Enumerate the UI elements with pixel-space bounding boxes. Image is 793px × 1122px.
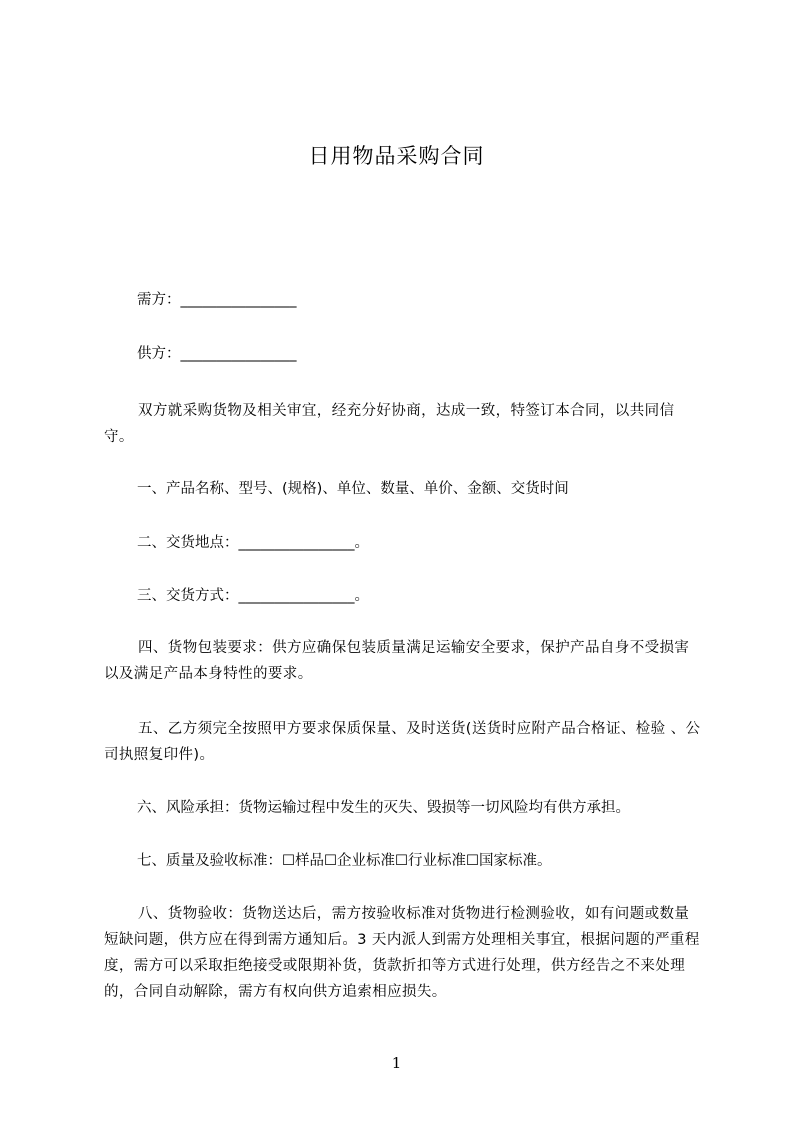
clause-6: 六、风险承担：货物运输过程中发生的灭失、毁损等一切风险均有供方承担。 xyxy=(137,800,630,816)
clause-1: 一、产品名称、型号、(规格)、单位、数量、单价、金额、交货时间 xyxy=(137,481,569,497)
document-title: 日用物品采购合同 xyxy=(308,144,485,168)
clause-4: 四、货物包装要求：供方应确保包装质量满足运输安全要求，保护产品自身不受损害以及满足产品本身特性的要求。 xyxy=(104,640,690,682)
page-number: 1 xyxy=(391,1054,402,1072)
buyer-field: 需方：________________ xyxy=(137,292,297,308)
supplier-field: 供方：________________ xyxy=(137,346,297,362)
intro-paragraph: 双方就采购货物及相关审宜，经充分好协商，达成一致，特签订本合同，以共同信守。 xyxy=(104,403,675,445)
clause-2: 二、交货地点：________________。 xyxy=(137,535,369,551)
clause-8: 八、货物验收：货物送达后，需方按验收标准对货物进行检测验收，如有问题或数量短缺问题，供方应在得到需方通知后。3 天内派人到需方处理相关事宜，根据问题的严重程度，需方可以采取拒绝接受或限期补货，货款折扣等方式进行处理，供方经告之不来处理的，合同自动解除，需方有权向供方追索相应损失。 xyxy=(104,906,700,1000)
clause-3: 三、交货方式：________________。 xyxy=(137,588,369,604)
clause-5: 五、乙方须完全按照甲方要求保质保量、及时送货(送货时应附产品合格证、检验 、公司执照复印件)。 xyxy=(104,721,701,763)
clause-7: 七、质量及验收标准：☐样品☐企业标准☐行业标准☐国家标准。 xyxy=(137,853,552,869)
